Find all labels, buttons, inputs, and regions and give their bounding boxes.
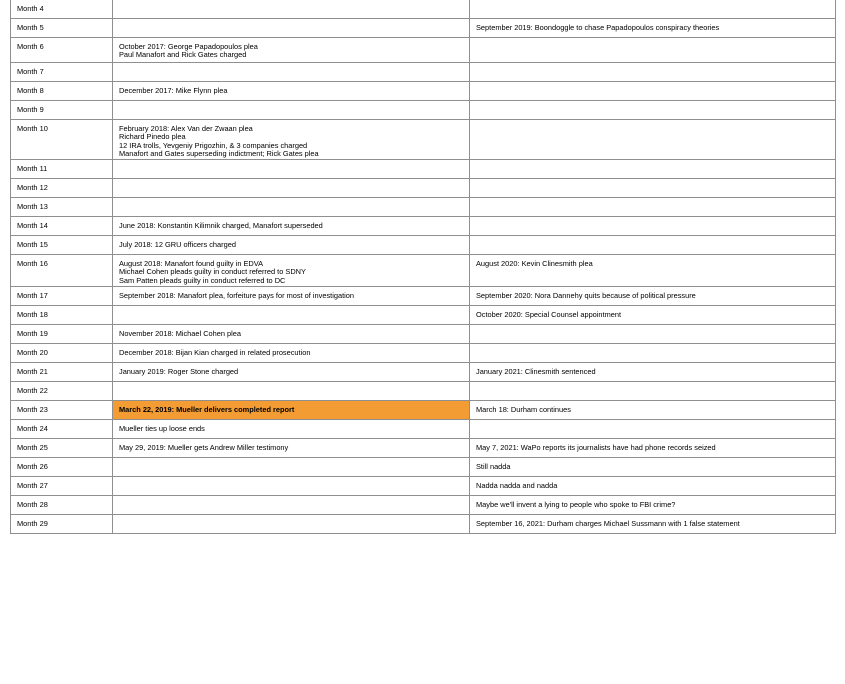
month-cell: Month 20: [11, 344, 113, 363]
mueller-event: Manafort and Gates superseding indictment; Rick Gates plea: [119, 148, 319, 158]
durham-event: Nadda nadda and nadda: [476, 481, 558, 490]
month-cell: Month 10: [11, 120, 113, 160]
month-cell: Month 9: [11, 101, 113, 120]
mueller-event: August 2018: Manafort found guilty in EDVA: [119, 259, 264, 268]
durham-cell: [470, 179, 836, 198]
table-row: [11, 344, 836, 363]
mueller-event: Paul Manafort and Rick Gates charged: [119, 50, 247, 60]
durham-cell: [470, 160, 836, 179]
mueller-event: March 22, 2019: Mueller delivers completed report: [119, 405, 295, 414]
month-cell: Month 12: [11, 179, 113, 198]
durham-cell: [470, 82, 836, 101]
durham-event: Maybe we'll invent a lying to people who spoke to FBI crime?: [476, 500, 676, 509]
month-cell: Month 16: [11, 255, 113, 287]
table-row: [11, 306, 836, 325]
mueller-event: September 2018: Manafort plea, forfeiture pays for most of investigation: [119, 291, 354, 300]
mueller-cell: [113, 439, 470, 458]
month-cell: Month 15: [11, 236, 113, 255]
durham-cell: [470, 420, 836, 439]
durham-cell: [470, 120, 836, 160]
mueller-cell: [113, 38, 470, 63]
mueller-cell: [113, 179, 470, 198]
table-row: [11, 382, 836, 401]
mueller-cell: [113, 458, 470, 477]
mueller-cell: [113, 344, 470, 363]
table-row: [11, 477, 836, 496]
durham-cell: [470, 198, 836, 217]
mueller-cell: [113, 63, 470, 82]
durham-event: Still nadda: [476, 462, 511, 471]
durham-cell: [470, 306, 836, 325]
mueller-cell: [113, 217, 470, 236]
month-cell: Month 24: [11, 420, 113, 439]
table-row: [11, 496, 836, 515]
month-cell: Month 6: [11, 38, 113, 63]
durham-event: October 2020: Special Counsel appointment: [476, 310, 622, 319]
mueller-cell: [113, 120, 470, 160]
mueller-cell: [113, 101, 470, 120]
mueller-event: Mueller ties up loose ends: [119, 424, 205, 433]
durham-cell: [470, 101, 836, 120]
durham-event: March 18: Durham continues: [476, 405, 571, 414]
durham-cell: [470, 439, 836, 458]
table-row: [11, 363, 836, 382]
table-row: [11, 120, 836, 160]
mueller-cell: [113, 19, 470, 38]
durham-cell: [470, 458, 836, 477]
durham-cell: [470, 63, 836, 82]
durham-cell: [470, 325, 836, 344]
mueller-cell: [113, 382, 470, 401]
mueller-cell: [113, 515, 470, 534]
table-row: [11, 63, 836, 82]
mueller-cell: [113, 255, 470, 287]
durham-event: September 2019: Boondoggle to chase Papadopoulos conspiracy theories: [476, 23, 720, 32]
timeline-body: [11, 0, 836, 534]
table-row: [11, 458, 836, 477]
table-row: [11, 401, 836, 420]
mueller-event: Sam Patten pleads guilty in conduct referred to DC: [119, 275, 286, 285]
durham-cell: [470, 0, 836, 19]
mueller-cell: [113, 236, 470, 255]
mueller-cell: [113, 198, 470, 217]
mueller-event: January 2019: Roger Stone charged: [119, 367, 239, 376]
month-cell: Month 14: [11, 217, 113, 236]
mueller-cell: [113, 496, 470, 515]
mueller-event: July 2018: 12 GRU officers charged: [119, 240, 236, 249]
mueller-event: Michael Cohen pleads guilty in conduct referred to SDNY: [119, 267, 306, 277]
durham-cell: [470, 515, 836, 534]
month-cell: Month 19: [11, 325, 113, 344]
month-cell: Month 17: [11, 287, 113, 306]
month-cell: Month 29: [11, 515, 113, 534]
table-row: [11, 236, 836, 255]
durham-event: January 2021: Clinesmith sentenced: [476, 367, 596, 376]
mueller-cell: [113, 363, 470, 382]
month-cell: Month 8: [11, 82, 113, 101]
month-cell: Month 13: [11, 198, 113, 217]
table-row: [11, 0, 836, 19]
month-cell: Month 25: [11, 439, 113, 458]
durham-cell: [470, 38, 836, 63]
mueller-cell: [113, 477, 470, 496]
table-row: [11, 179, 836, 198]
mueller-cell: [113, 325, 470, 344]
month-cell: Month 26: [11, 458, 113, 477]
durham-event: May 7, 2021: WaPo reports its journalists have had phone records seized: [476, 443, 716, 452]
table-row: [11, 287, 836, 306]
mueller-event: June 2018: Konstantin Kilimnik charged, Manafort superseded: [119, 221, 323, 230]
table-row: [11, 515, 836, 534]
table-row: [11, 198, 836, 217]
durham-cell: [470, 217, 836, 236]
mueller-cell: [113, 306, 470, 325]
durham-cell: [470, 496, 836, 515]
table-row: [11, 101, 836, 120]
table-row: [11, 420, 836, 439]
durham-event: August 2020: Kevin Clinesmith plea: [476, 259, 593, 268]
mueller-event: 12 IRA trolls, Yevgeniy Prigozhin, & 3 companies charged: [119, 140, 308, 150]
table-row: [11, 160, 836, 179]
table-row: [11, 38, 836, 63]
durham-cell: [470, 401, 836, 420]
table-row: [11, 82, 836, 101]
month-cell: Month 21: [11, 363, 113, 382]
month-cell: Month 11: [11, 160, 113, 179]
table-row: [11, 255, 836, 287]
month-cell: Month 22: [11, 382, 113, 401]
durham-cell: [470, 19, 836, 38]
mueller-event: February 2018: Alex Van der Zwaan plea: [119, 124, 253, 133]
mueller-event: December 2018: Bijan Kian charged in related prosecution: [119, 348, 311, 357]
table-row: [11, 325, 836, 344]
month-cell: Month 5: [11, 19, 113, 38]
mueller-event: May 29, 2019: Mueller gets Andrew Miller testimony: [119, 443, 289, 452]
durham-cell: [470, 344, 836, 363]
mueller-cell: [113, 160, 470, 179]
mueller-event: Richard Pinedo plea: [119, 132, 186, 142]
mueller-cell: [113, 287, 470, 306]
durham-cell: [470, 287, 836, 306]
mueller-cell: [113, 0, 470, 19]
mueller-event: December 2017: Mike Flynn plea: [119, 86, 228, 95]
durham-event: September 16, 2021: Durham charges Michael Sussmann with 1 false statement: [476, 519, 740, 528]
durham-cell: [470, 382, 836, 401]
durham-cell: [470, 236, 836, 255]
durham-cell: [470, 255, 836, 287]
durham-event: September 2020: Nora Dannehy quits because of political pressure: [476, 291, 696, 300]
month-cell: Month 7: [11, 63, 113, 82]
month-cell: Month 27: [11, 477, 113, 496]
mueller-cell: [113, 401, 470, 420]
durham-cell: [470, 477, 836, 496]
month-cell: Month 4: [11, 0, 113, 19]
mueller-event: October 2017: George Papadopoulos plea: [119, 42, 258, 51]
mueller-cell: [113, 420, 470, 439]
mueller-cell: [113, 82, 470, 101]
mueller-event: November 2018: Michael Cohen plea: [119, 329, 242, 338]
month-cell: Month 28: [11, 496, 113, 515]
month-cell: Month 23: [11, 401, 113, 420]
timeline-table: [10, 0, 836, 534]
table-row: [11, 439, 836, 458]
month-cell: Month 18: [11, 306, 113, 325]
table-row: [11, 217, 836, 236]
durham-cell: [470, 363, 836, 382]
table-row: [11, 19, 836, 38]
